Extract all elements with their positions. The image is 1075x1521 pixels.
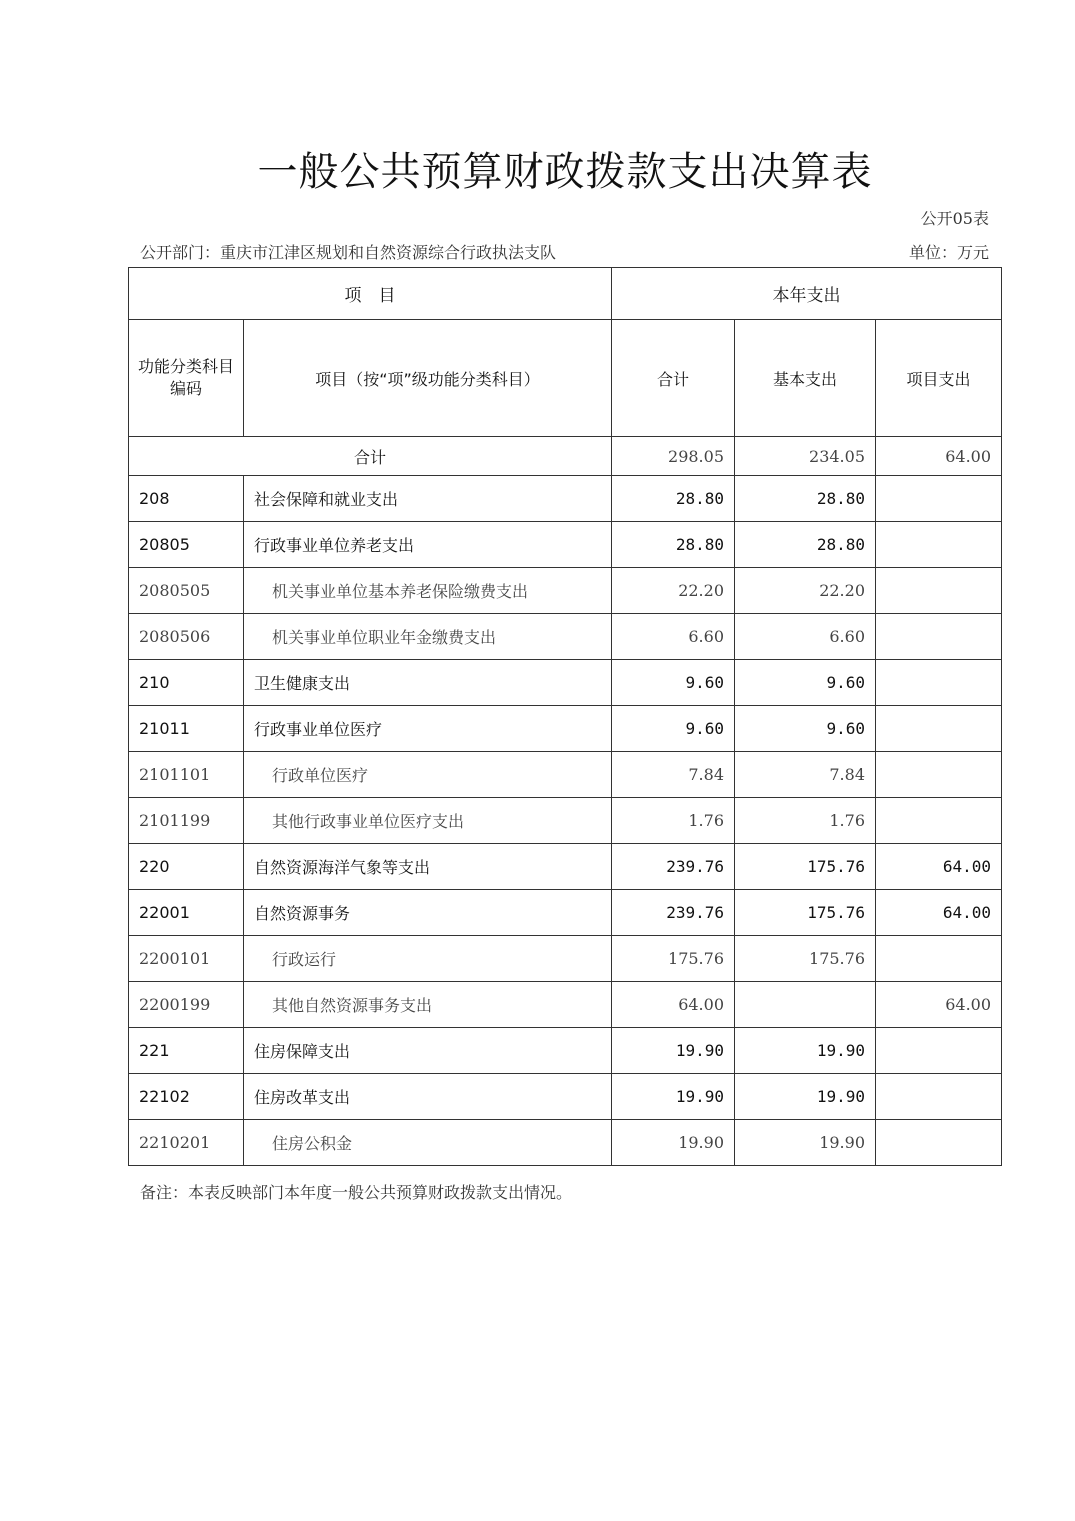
row-project: [876, 522, 1002, 568]
header-row-1: [129, 268, 1002, 320]
row-basic: 19.90: [735, 1028, 876, 1074]
row-total: 19.90: [612, 1120, 735, 1166]
expenditure-table: [128, 267, 1002, 1166]
header-project-expenditure: 项目支出: [876, 320, 1002, 437]
table-row: [129, 936, 1002, 982]
header-row-2: [129, 320, 1002, 437]
row-code: 22001: [129, 890, 244, 936]
row-basic: 22.20: [735, 568, 876, 614]
row-basic: 28.80: [735, 522, 876, 568]
row-total: 28.80: [612, 476, 735, 522]
row-project: 64.00: [876, 982, 1002, 1028]
row-basic: [735, 982, 876, 1028]
table-row: [129, 614, 1002, 660]
row-code: 22102: [129, 1074, 244, 1120]
row-name: 自然资源事务: [244, 890, 612, 936]
row-basic: 9.60: [735, 706, 876, 752]
row-name: 住房公积金: [244, 1120, 612, 1166]
header-basic: 基本支出: [735, 320, 876, 437]
row-total: 239.76: [612, 844, 735, 890]
total-project: 64.00: [876, 437, 1002, 476]
table-row: [129, 1120, 1002, 1166]
table-row: [129, 982, 1002, 1028]
header-code: 功能分类科目编码: [129, 320, 244, 437]
row-total: 19.90: [612, 1028, 735, 1074]
row-name: 行政单位医疗: [244, 752, 612, 798]
row-name: 卫生健康支出: [244, 660, 612, 706]
row-basic: 19.90: [735, 1074, 876, 1120]
table-row: [129, 522, 1002, 568]
table-row: [129, 798, 1002, 844]
total-label: 合计: [129, 437, 612, 476]
row-total: 19.90: [612, 1074, 735, 1120]
table-row: [129, 890, 1002, 936]
row-name: 住房保障支出: [244, 1028, 612, 1074]
row-basic: 175.76: [735, 844, 876, 890]
form-number: 公开05表: [920, 209, 989, 228]
row-project: [876, 660, 1002, 706]
row-code: 20805: [129, 522, 244, 568]
row-total: 28.80: [612, 522, 735, 568]
row-code: 210: [129, 660, 244, 706]
row-project: [876, 936, 1002, 982]
footnote: 备注：本表反映部门本年度一般公共预算财政拨款支出情况。: [140, 1183, 573, 1202]
row-project: [876, 1074, 1002, 1120]
total-basic: 234.05: [735, 437, 876, 476]
row-basic: 9.60: [735, 660, 876, 706]
row-project: [876, 568, 1002, 614]
row-basic: 7.84: [735, 752, 876, 798]
row-name: 其他自然资源事务支出: [244, 982, 612, 1028]
table-row: [129, 476, 1002, 522]
row-project: [876, 476, 1002, 522]
row-basic: 1.76: [735, 798, 876, 844]
table-row: [129, 1028, 1002, 1074]
row-basic: 6.60: [735, 614, 876, 660]
total-row: [129, 437, 1002, 476]
header-total: 合计: [612, 320, 735, 437]
row-project: 64.00: [876, 890, 1002, 936]
header-item: 项目（按“项”级功能分类科目）: [244, 320, 612, 437]
table-row: [129, 568, 1002, 614]
row-code: 208: [129, 476, 244, 522]
row-name: 社会保障和就业支出: [244, 476, 612, 522]
row-project: [876, 1120, 1002, 1166]
row-name: 行政事业单位养老支出: [244, 522, 612, 568]
row-name: 机关事业单位基本养老保险缴费支出: [244, 568, 612, 614]
row-code: 2101199: [129, 798, 244, 844]
row-name: 住房改革支出: [244, 1074, 612, 1120]
row-name: 机关事业单位职业年金缴费支出: [244, 614, 612, 660]
row-total: 6.60: [612, 614, 735, 660]
row-project: [876, 1028, 1002, 1074]
row-code: 2080506: [129, 614, 244, 660]
row-total: 9.60: [612, 660, 735, 706]
row-total: 1.76: [612, 798, 735, 844]
row-project: [876, 798, 1002, 844]
row-project: [876, 706, 1002, 752]
header-current-year: 本年支出: [612, 268, 1002, 320]
row-name: 自然资源海洋气象等支出: [244, 844, 612, 890]
row-code: 2080505: [129, 568, 244, 614]
table-row: [129, 752, 1002, 798]
row-name: 其他行政事业单位医疗支出: [244, 798, 612, 844]
row-total: 9.60: [612, 706, 735, 752]
page-title: 一般公共预算财政拨款支出决算表: [257, 149, 873, 195]
row-basic: 19.90: [735, 1120, 876, 1166]
row-name: 行政事业单位医疗: [244, 706, 612, 752]
table-row: [129, 844, 1002, 890]
row-total: 239.76: [612, 890, 735, 936]
row-total: 175.76: [612, 936, 735, 982]
table-row: [129, 706, 1002, 752]
row-total: 22.20: [612, 568, 735, 614]
table-row: [129, 660, 1002, 706]
row-project: 64.00: [876, 844, 1002, 890]
row-code: 2200101: [129, 936, 244, 982]
row-basic: 175.76: [735, 890, 876, 936]
row-name: 行政运行: [244, 936, 612, 982]
row-project: [876, 752, 1002, 798]
row-total: 64.00: [612, 982, 735, 1028]
row-project: [876, 614, 1002, 660]
row-code: 2210201: [129, 1120, 244, 1166]
department-label: 公开部门：重庆市江津区规划和自然资源综合行政执法支队: [140, 243, 557, 262]
row-code: 2101101: [129, 752, 244, 798]
table-row: [129, 1074, 1002, 1120]
row-basic: 175.76: [735, 936, 876, 982]
unit-label: 单位：万元: [908, 243, 989, 262]
row-total: 7.84: [612, 752, 735, 798]
row-code: 21011: [129, 706, 244, 752]
row-code: 2200199: [129, 982, 244, 1028]
row-basic: 28.80: [735, 476, 876, 522]
row-code: 220: [129, 844, 244, 890]
header-project: 项 目: [129, 268, 612, 320]
row-code: 221: [129, 1028, 244, 1074]
total-total: 298.05: [612, 437, 735, 476]
